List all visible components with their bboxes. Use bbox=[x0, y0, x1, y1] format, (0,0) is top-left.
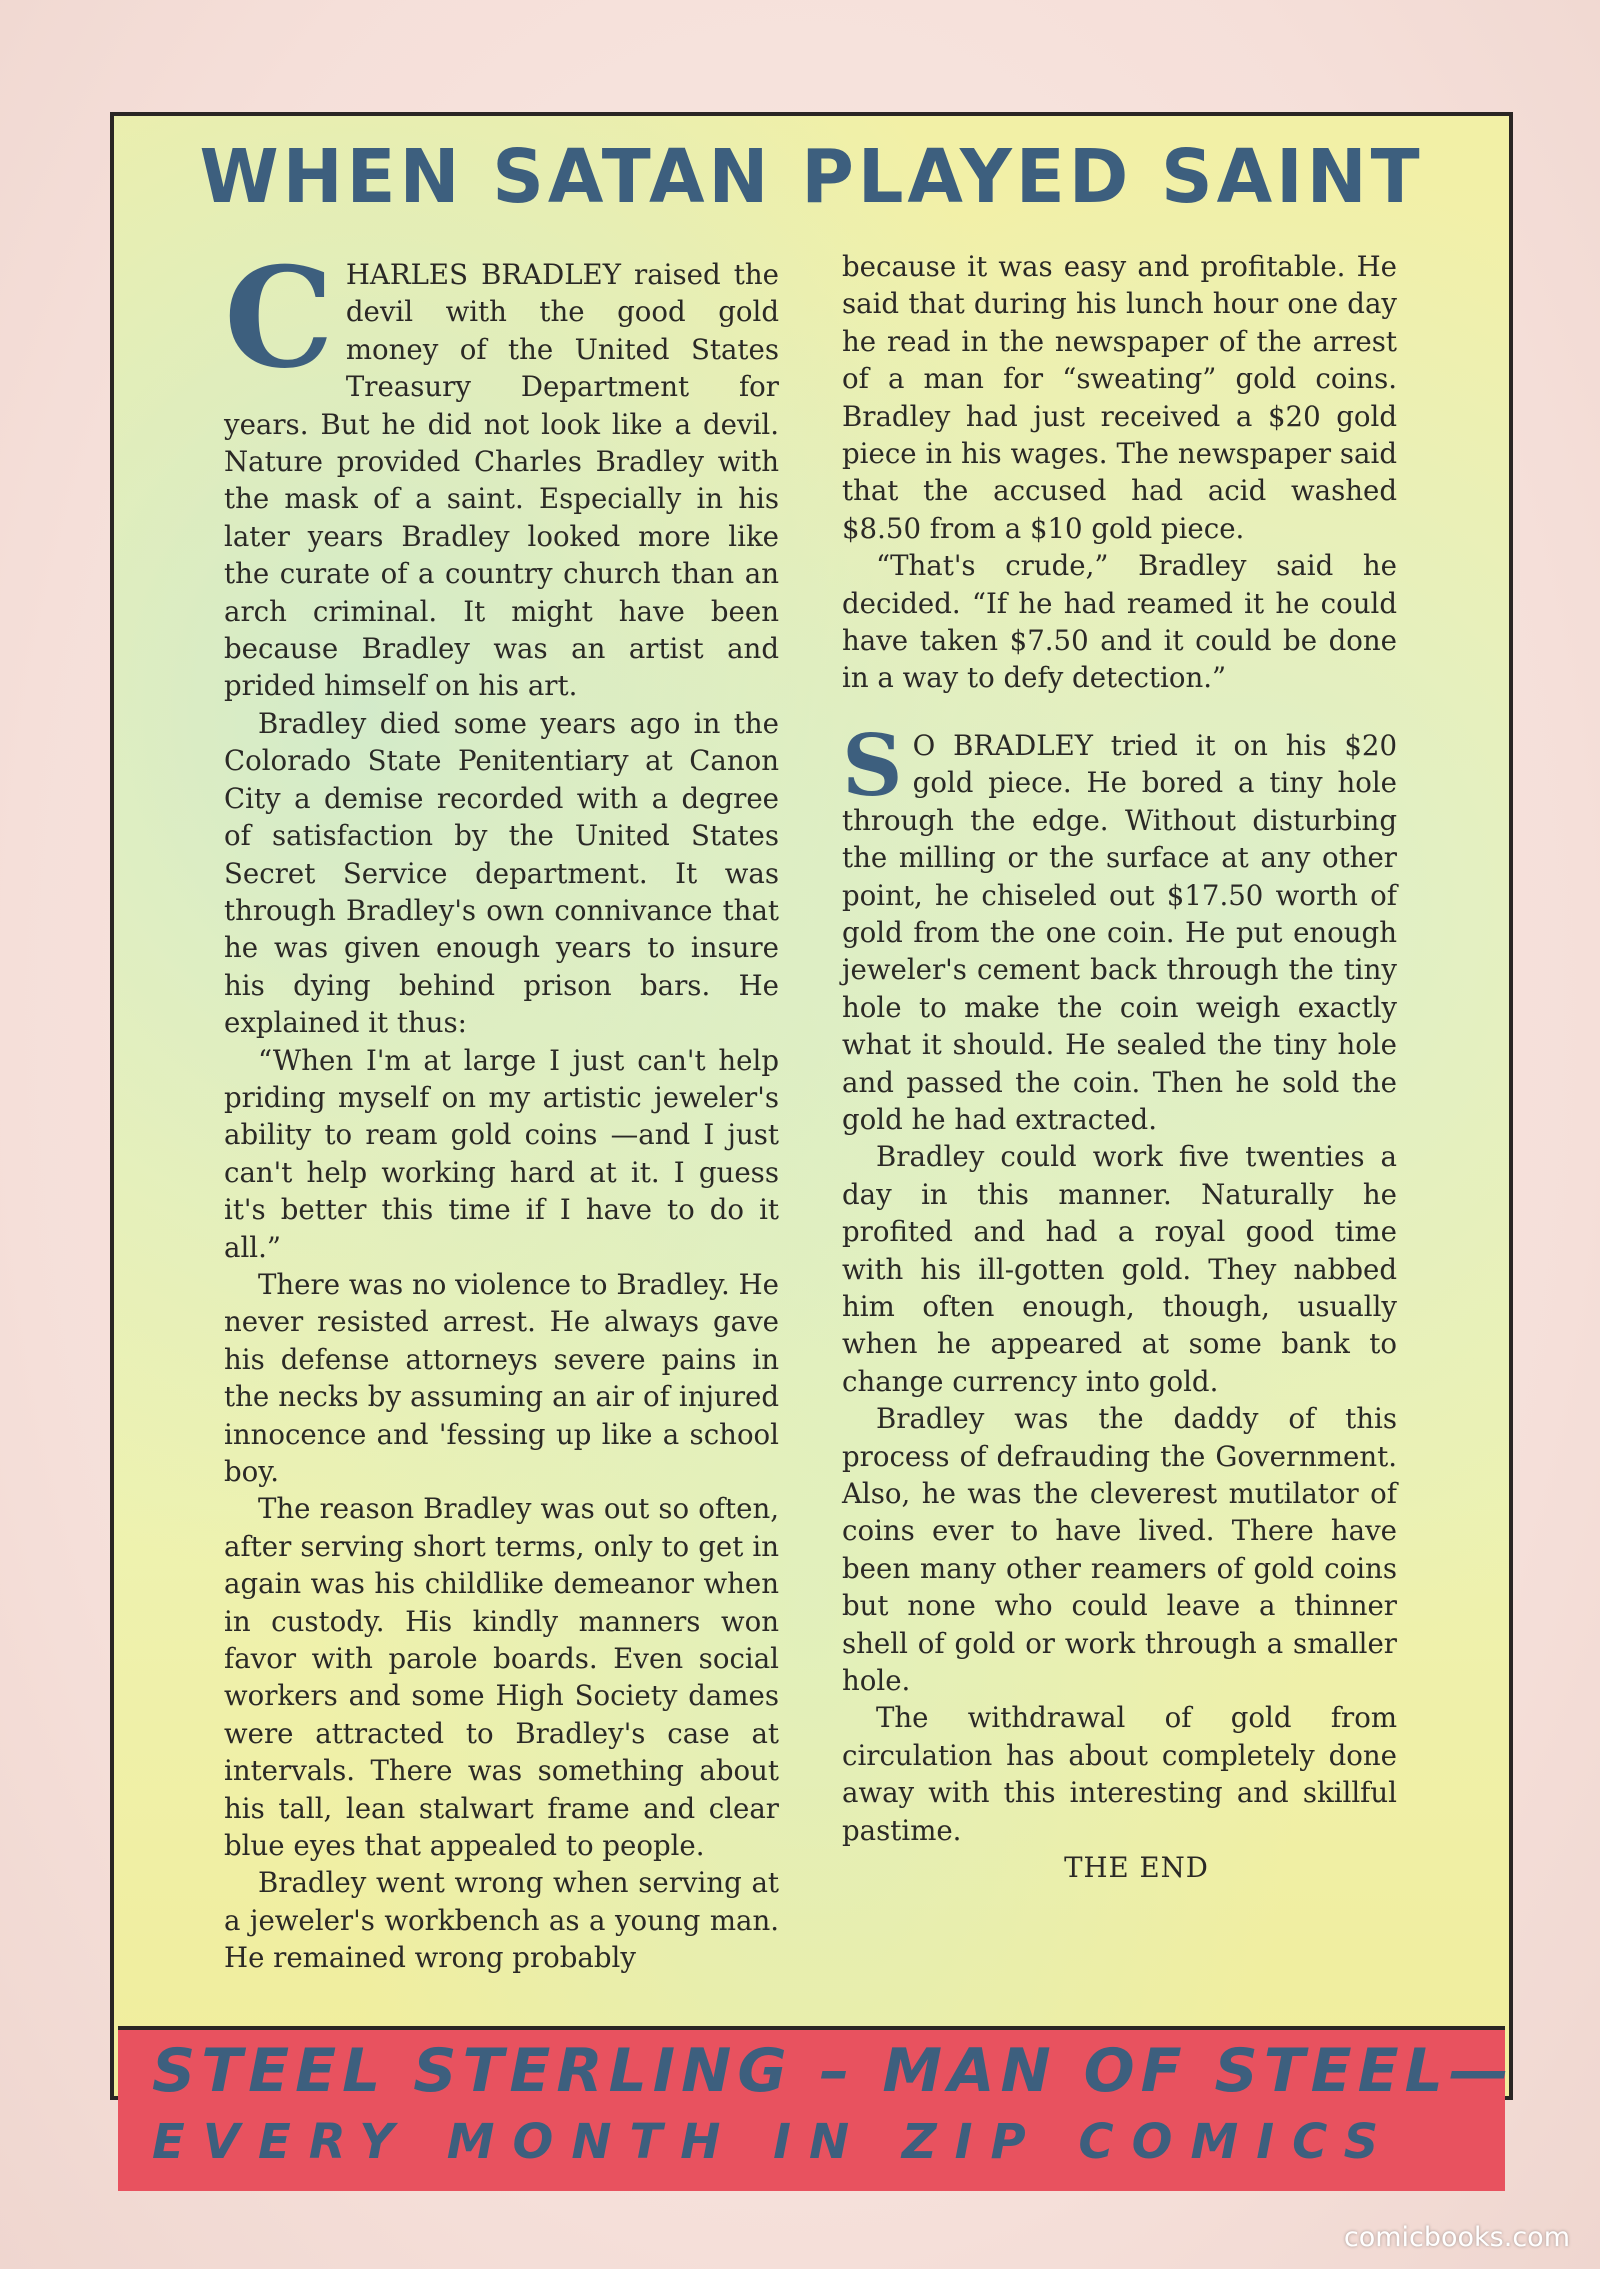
paragraph: Bradley went wrong when serving at a jeweler's workbench as a young man. He remained wrong probably bbox=[224, 1866, 779, 1975]
right-column bbox=[842, 248, 1397, 1886]
paragraph: Bradley was the daddy of this process of defrauding the Government. Also, he was the cleverest mutilator of coins ever to have lived. There have been many other reamers of gold coins but none who could leave a thinner shell of gold or work through a smaller hole. bbox=[842, 1402, 1397, 1698]
paragraph-text: O BRADLEY tried it on his $20 gold piece. He bored a tiny hole through the edge. Without disturbing the milling or the surface at any other point, he chiseled out $17.50 worth of gold from the one coin. He put enough jeweler's cement back through the tiny hole to make the coin weigh exactly what it should. He sealed the tiny hole and passed the coin. Then he sold the gold he had extracted. bbox=[842, 728, 1397, 1136]
watermark: comicbooks.com bbox=[1343, 2222, 1570, 2253]
paragraph-text: HARLES BRADLEY raised the devil with the good gold money of the United States Treasury Department for years. But he did not look like a devil. Nature provided Charles Bradley with the mask of a saint. Especially in his later years Bradley looked more like the curate of a country church than an arch criminal. It might have been because Bradley was an artist and prided himself on his art. bbox=[224, 258, 779, 703]
paragraph: “That's crude,” Bradley said he decided. “If he had reamed it he could have taken $7.50 and it could be done in a way to defy detection.” bbox=[842, 549, 1397, 695]
paragraph: The withdrawal of gold from circulation has about completely done away with this interesting and skillful pastime. bbox=[842, 1701, 1397, 1847]
paragraph: Bradley died some years ago in the Colorado State Penitentiary at Canon City a demise recorded with a degree of satisfaction by the United States Secret Service department. It was through Bradley's own connivance that he was given enough years to insure his dying behind prison bars. He explained it thus: bbox=[224, 706, 779, 1040]
promo-banner bbox=[118, 2026, 1515, 2191]
left-column bbox=[224, 236, 779, 1977]
paragraph: The reason Bradley was out so often, after serving short terms, only to get in again was his childlike demeanor when in custody. His kindly manners won favor with parole boards. Even social workers and some High Society dames were attracted to Bradley's case at intervals. There was something about his tall, lean stalwart frame and clear blue eyes that appealed to people. bbox=[224, 1492, 779, 1863]
paragraph bbox=[224, 236, 779, 705]
banner-line-2: EVERY MONTH IN ZIP COMICS bbox=[152, 2114, 1397, 2170]
drop-cap-s: S bbox=[842, 715, 903, 815]
paragraph: “When I'm at large I just can't help priding myself on my artistic jeweler's ability to ream gold coins —and I just can't help working hard at it. I guess it's better this time if I have to do it all.” bbox=[224, 1043, 779, 1264]
drop-cap-c: C bbox=[224, 236, 334, 399]
paragraph bbox=[842, 715, 1397, 1138]
section-gap bbox=[842, 697, 1397, 727]
paragraph: because it was easy and profitable. He said that during his lunch hour one day he read in the newspaper of the arrest of a man for “sweating” gold coins. Bradley had just received a $20 gold piece in his wages. The newspaper said that the accused had acid washed $8.50 from a $10 gold piece. bbox=[842, 250, 1397, 545]
banner-line-1: STEEL STERLING – MAN OF STEEL— bbox=[152, 2036, 1515, 2106]
the-end-label: THE END bbox=[1064, 1851, 1209, 1885]
story-title: WHEN SATAN PLAYED SAINT bbox=[199, 134, 1424, 220]
paragraph: There was no violence to Bradley. He never resisted arrest. He always gave his defense attorneys severe pains in the necks by assuming an air of injured innocence and 'fessing up like a school boy. bbox=[224, 1267, 779, 1488]
story-panel bbox=[110, 112, 1515, 2170]
paragraph: Bradley could work five twenties a day in this manner. Naturally he profited and had a royal good time with his ill-gotten gold. They nabbed him often enough, though, usually when he appeared at some bank to change currency into gold. bbox=[842, 1140, 1397, 1398]
